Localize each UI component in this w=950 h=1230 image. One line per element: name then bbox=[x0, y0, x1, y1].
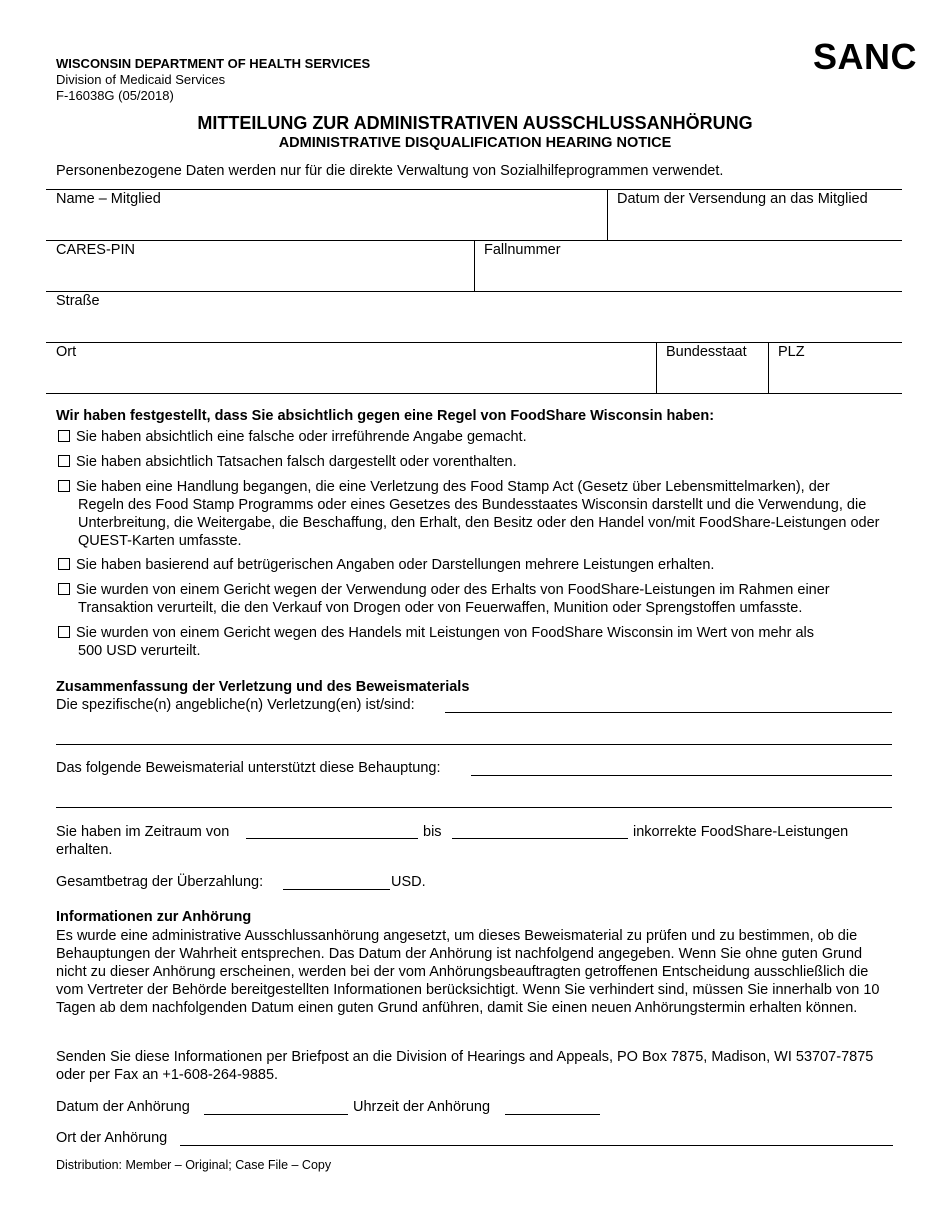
checkbox-icon[interactable] bbox=[58, 455, 70, 467]
hearing-time-input[interactable] bbox=[505, 1114, 600, 1115]
table-line bbox=[46, 393, 902, 394]
table-divider bbox=[607, 189, 608, 240]
checkbox-icon[interactable] bbox=[58, 480, 70, 492]
agency-name: WISCONSIN DEPARTMENT OF HEALTH SERVICES bbox=[56, 56, 371, 71]
period-suffix-2: erhalten. bbox=[56, 842, 113, 858]
evidence-input-line-2[interactable] bbox=[56, 807, 892, 808]
privacy-notice: Personenbezogene Daten werden nur für die direkte Verwaltung von Sozialhilfeprogrammen verwendet. bbox=[56, 163, 724, 179]
page-subtitle: ADMINISTRATIVE DISQUALIFICATION HEARING NOTICE bbox=[278, 135, 672, 151]
table-divider bbox=[474, 240, 475, 291]
overpayment-unit: USD. bbox=[391, 874, 426, 890]
checkbox-icon[interactable] bbox=[58, 558, 70, 570]
zip-field[interactable]: PLZ bbox=[778, 344, 805, 360]
hearing-text: Es wurde eine administrative Ausschlussanhörung angesetzt, um dieses Beweismaterial zu prüfen und zu bestimmen, ob die Behauptungen der Wahrheit entsprechen. Das Datum der Anhörung ist nachfolgend angegeben. Wenn Sie ohne guten Grund nicht zu dieser Anhörung erscheinen, werden bei der vom Anhörungsbeauftragten getroffenen Entscheidung ausschließlich die vom Vertreter der Behörde bereitgestellten Informationen berücksichtigt. Wenn Sie verhindert sind, müssen Sie innerhalb von 10 Tagen ab dem nachfolgenden Datum einen guten Grund anführen, damit Sie einen neuen Anhörungstermin erhalten können. bbox=[56, 928, 880, 1016]
checkbox-icon[interactable] bbox=[58, 430, 70, 442]
distribution-footer: Distribution: Member – Original; Case File – Copy bbox=[56, 1158, 332, 1172]
violation-checkbox-5[interactable]: Sie wurden von einem Gericht wegen der Verwendung oder des Erhalts von FoodShare-Leistungen im Rahmen einer Transaktion verurteilt, die den Verkauf von Drogen oder von Feuerwaffen, Munition oder Sprengstoffen umfasste. bbox=[58, 581, 898, 617]
overpayment-label: Gesamtbetrag der Überzahlung: bbox=[56, 874, 264, 890]
violation-checkbox-3[interactable]: Sie haben eine Handlung begangen, die eine Verletzung des Food Stamp Act (Gesetz über Lebensmittelmarken), der Regeln des Food Stamp Programms oder eines Gesetzes des Bundesstaates Wisconsin darstellt und die Verwendung, die Unterbreitung, die Weitergabe, die Beschaffung, den Erhalt, den Besitz oder den Handel von/mit FoodShare-Leistungen oder QUEST-Karten umfasste. bbox=[58, 478, 898, 550]
hearing-date-input[interactable] bbox=[204, 1114, 348, 1115]
send-instructions: Senden Sie diese Informationen per Briefpost an die Division of Hearings and Appeals, PO Box 7875, Madison, WI 53707-7875 oder per Fax an +1-608-264-9885. bbox=[56, 1049, 874, 1083]
case-number-field[interactable]: Fallnummer bbox=[484, 242, 561, 258]
period-prefix: Sie haben im Zeitraum von bbox=[56, 824, 230, 840]
summary-heading: Zusammenfassung der Verletzung und des Beweismaterials bbox=[56, 679, 470, 695]
table-divider bbox=[656, 342, 657, 393]
name-field[interactable]: Name – Mitglied bbox=[56, 191, 161, 207]
violation-checkbox-1[interactable]: Sie haben absichtlich eine falsche oder irreführende Angabe gemacht. bbox=[58, 428, 898, 446]
date-sent-field[interactable]: Datum der Versendung an das Mitglied bbox=[617, 191, 868, 207]
hearing-place-input[interactable] bbox=[180, 1145, 893, 1146]
violations-heading: Wir haben festgestellt, dass Sie absichtlich gegen eine Regel von FoodShare Wisconsin haben: bbox=[56, 408, 715, 424]
checkbox-icon[interactable] bbox=[58, 583, 70, 595]
division-name: Division of Medicaid Services bbox=[56, 72, 226, 87]
hearing-heading: Informationen zur Anhörung bbox=[56, 909, 252, 925]
table-line bbox=[46, 342, 902, 343]
evidence-label: Das folgende Beweismaterial unterstützt diese Behauptung: bbox=[56, 760, 441, 776]
state-field[interactable]: Bundesstaat bbox=[666, 344, 747, 360]
violation-checkbox-2[interactable]: Sie haben absichtlich Tatsachen falsch dargestellt oder vorenthalten. bbox=[58, 453, 898, 471]
period-suffix: inkorrekte FoodShare-Leistungen bbox=[633, 824, 849, 840]
checkbox-icon[interactable] bbox=[58, 626, 70, 638]
hearing-time-label: Uhrzeit der Anhörung bbox=[353, 1099, 491, 1115]
violation-checkbox-6[interactable]: Sie wurden von einem Gericht wegen des Handels mit Leistungen von FoodShare Wisconsin im Wert von mehr als 500 USD verurteilt. bbox=[58, 624, 898, 660]
violation-input-line[interactable] bbox=[445, 712, 892, 713]
period-to-input[interactable] bbox=[452, 838, 628, 839]
street-field[interactable]: Straße bbox=[56, 293, 100, 309]
table-line bbox=[46, 291, 902, 292]
overpayment-input[interactable] bbox=[283, 889, 390, 890]
page-title: MITTEILUNG ZUR ADMINISTRATIVEN AUSSCHLUSSANHÖRUNG bbox=[197, 113, 753, 133]
period-from-input[interactable] bbox=[246, 838, 418, 839]
hearing-place-label: Ort der Anhörung bbox=[56, 1130, 168, 1146]
violation-checkbox-4[interactable]: Sie haben basierend auf betrügerischen Angaben oder Darstellungen mehrere Leistungen erhalten. bbox=[58, 556, 898, 574]
violation-label: Die spezifische(n) angebliche(n) Verletzung(en) ist/sind: bbox=[56, 697, 415, 713]
period-middle: bis bbox=[423, 824, 442, 840]
form-number: F-16038G (05/2018) bbox=[56, 88, 174, 103]
table-divider bbox=[768, 342, 769, 393]
table-line bbox=[46, 189, 902, 190]
cares-pin-field[interactable]: CARES-PIN bbox=[56, 242, 135, 258]
city-field[interactable]: Ort bbox=[56, 344, 77, 360]
form-code: SANC bbox=[812, 36, 917, 77]
violation-input-line-2[interactable] bbox=[56, 744, 892, 745]
evidence-input-line[interactable] bbox=[471, 775, 892, 776]
hearing-date-label: Datum der Anhörung bbox=[56, 1099, 190, 1115]
